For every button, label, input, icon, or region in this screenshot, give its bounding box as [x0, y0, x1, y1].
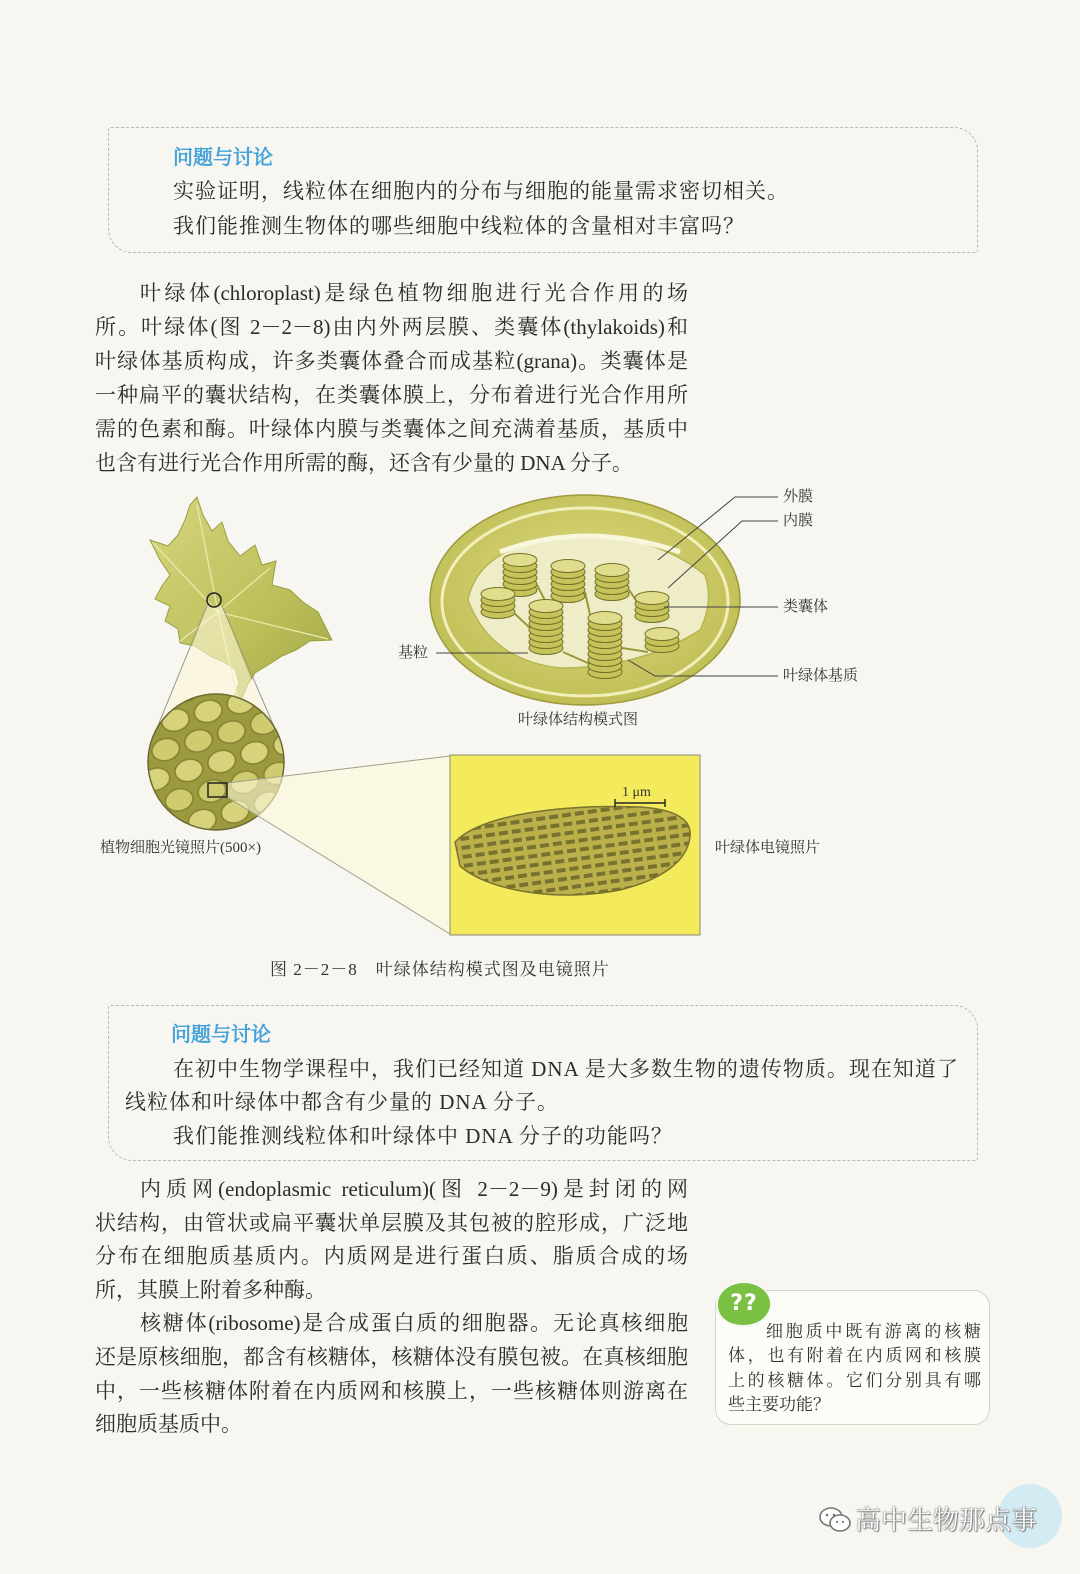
granum-stack	[635, 592, 669, 623]
paragraph-line: 叶绿体(chloroplast)是绿色植物细胞进行光合作用的场	[140, 281, 688, 305]
label-thylakoid: 类囊体	[783, 599, 829, 615]
chloroplast-paragraph	[95, 276, 688, 480]
ribosome-paragraph-line: 中，一些核糖体附着在内质网和核膜上，一些核糖体则游离在	[95, 1378, 688, 1403]
discussion-title: 问题与讨论	[171, 1022, 271, 1046]
er-paragraph-line: 分布在细胞质基质内。内质网是进行蛋白质、脂质合成的场	[95, 1244, 688, 1269]
granum-stack	[481, 588, 515, 619]
ribosome-paragraph-line: 细胞质基质中。	[95, 1412, 242, 1437]
organelle-paragraphs	[95, 1173, 688, 1442]
discussion-line: 我们能推测生物体的哪些细胞中线粒体的含量相对丰富吗？	[173, 214, 745, 238]
em-caption: 叶绿体电镜照片	[715, 840, 821, 856]
discussion-line: 我们能推测线粒体和叶绿体中 DNA 分子的功能吗？	[173, 1124, 673, 1148]
granum-stack	[595, 564, 629, 601]
side-note-line: 体，也有附着在内质网和核膜	[728, 1346, 981, 1365]
label-outer-membrane: 外膜	[783, 489, 814, 505]
side-note-line: 上的核糖体。它们分别具有哪	[728, 1371, 981, 1390]
discussion-title: 问题与讨论	[173, 145, 273, 169]
label-stroma: 叶绿体基质	[783, 668, 859, 684]
discussion-box-1	[108, 127, 978, 253]
er-paragraph-line: 内质网(endoplasmic reticulum)(图 2－2－9)是封闭的网	[140, 1177, 688, 1201]
discussion-line: 线粒体和叶绿体中都含有少量的 DNA 分子。	[125, 1090, 559, 1114]
granum-stack	[645, 628, 679, 653]
label-granum: 基粒	[398, 645, 429, 661]
discussion-line: 在初中生物学课程中，我们已经知道 DNA 是大多数生物的遗传物质。现在知道了	[173, 1057, 959, 1081]
discussion-line: 实验证明，线粒体在细胞内的分布与细胞的能量需求密切相关。	[173, 179, 789, 203]
watermark-text: 高中生物那点事	[855, 1506, 1038, 1536]
discussion-box-2	[108, 1005, 978, 1161]
figure-illustration	[0, 480, 1080, 1000]
chloroplast-model	[430, 495, 740, 705]
ribosome-paragraph-line: 还是原核细胞，都含有核糖体，核糖体没有膜包被。在真核细胞	[95, 1344, 688, 1369]
paragraph-line: 需的色素和酶。叶绿体内膜与类囊体之间充满着基质，基质中	[95, 417, 688, 441]
paragraph-line: 所。叶绿体(图 2－2－8)由内外两层膜、类囊体(thylakoids)和	[95, 315, 688, 339]
paragraph-line: 也含有进行光合作用所需的酶，还含有少量的 DNA 分子。	[95, 451, 633, 475]
er-paragraph-line: 所，其膜上附着多种酶。	[95, 1277, 326, 1302]
scale-bar-label: 1 μm	[622, 785, 651, 800]
question-bubble-icon: ??	[718, 1283, 770, 1325]
label-inner-membrane: 内膜	[783, 513, 814, 529]
ribosome-paragraph-line: 核糖体(ribosome)是合成蛋白质的细胞器。无论真核细胞	[140, 1311, 688, 1336]
granum-stack	[551, 560, 585, 603]
granum-stack	[529, 600, 563, 655]
er-paragraph-line: 状结构，由管状或扁平囊状单层膜及其包被的腔形成，广泛地	[95, 1210, 688, 1235]
figure-caption: 图 2－2－8 叶绿体结构模式图及电镜照片	[270, 960, 610, 979]
side-note-line: 些主要功能？	[728, 1395, 830, 1414]
model-caption: 叶绿体结构模式图	[518, 712, 639, 728]
electron-micrograph	[450, 755, 700, 935]
paragraph-line: 一种扁平的囊状结构，在类囊体膜上，分布着进行光合作用所	[95, 383, 688, 407]
granum-stack	[588, 612, 622, 679]
light-micrograph-caption: 植物细胞光镜照片(500×)	[100, 840, 261, 856]
side-note-line: 细胞质中既有游离的核糖	[766, 1322, 981, 1341]
paragraph-line: 叶绿体基质构成，许多类囊体叠合而成基粒(grana)。类囊体是	[95, 349, 688, 373]
wechat-icon	[818, 1505, 852, 1535]
